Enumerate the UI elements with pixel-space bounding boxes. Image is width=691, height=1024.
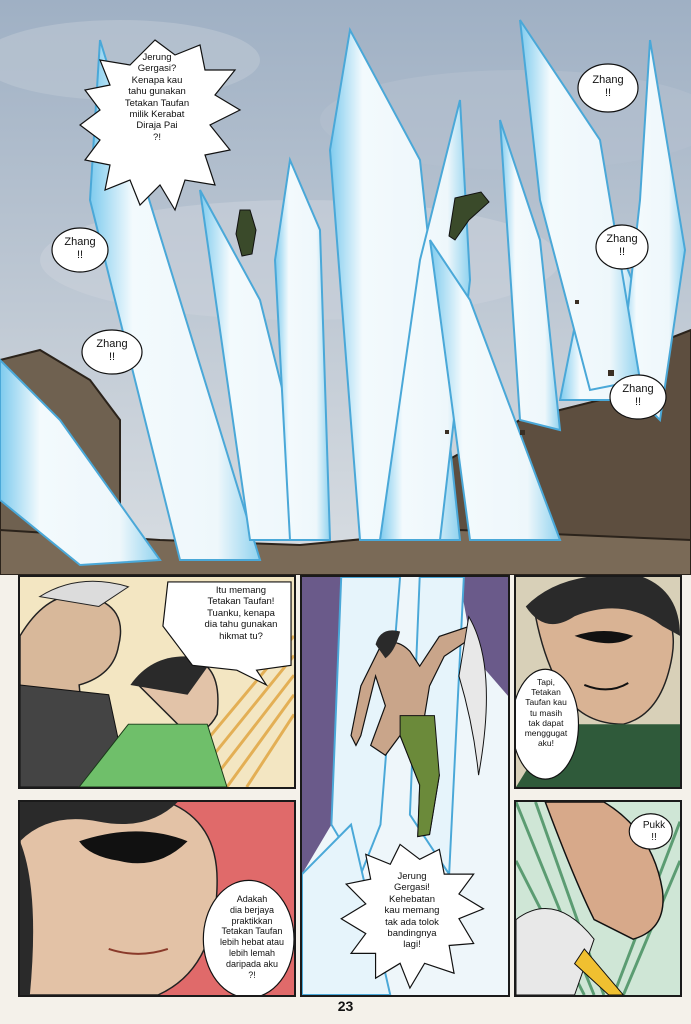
speech-balloon-jerung-question: Jerung Gergasi? Kenapa kau tahu gunakan Tetakan Taufan milik Kerabat Diraja Pai ?! [124, 52, 190, 143]
sfx-zhang-3: Zhang !! [606, 233, 638, 259]
sfx-zhang-1: Zhang !! [592, 74, 624, 100]
speech-balloon-itu-memang: Itu memang Tetakan Taufan! Tuanku, kenapa dia tahu gunakan hikmat tu? [204, 585, 278, 642]
sfx-zhang-4: Zhang !! [96, 338, 128, 364]
panel-two-men [18, 575, 296, 789]
speech-balloon-tapi: Tapi, Tetakan Taufan kau tu masih tak dapat menggugat aku! [524, 677, 568, 749]
page-number: 23 [337, 998, 354, 1014]
sfx-pukk: Pukk !! [642, 820, 666, 843]
panel-swordsman [300, 575, 510, 997]
sfx-zhang-5: Zhang !! [622, 383, 654, 409]
speech-balloon-jerung-gergasi: Jerung Gergasi! Kehebatan kau memang tak ada tolok bandingnya lagi! [384, 871, 440, 951]
panel-closeup-face [18, 800, 296, 997]
sfx-zhang-2: Zhang !! [64, 236, 96, 262]
panel-smirk [514, 575, 682, 789]
panel-hand-strike [514, 800, 682, 997]
speech-balloon-adakah: Adakah dia berjaya praktikkan Tetakan Taufan lebih hebat atau lebih lemah daripada aku ?! [219, 894, 285, 980]
